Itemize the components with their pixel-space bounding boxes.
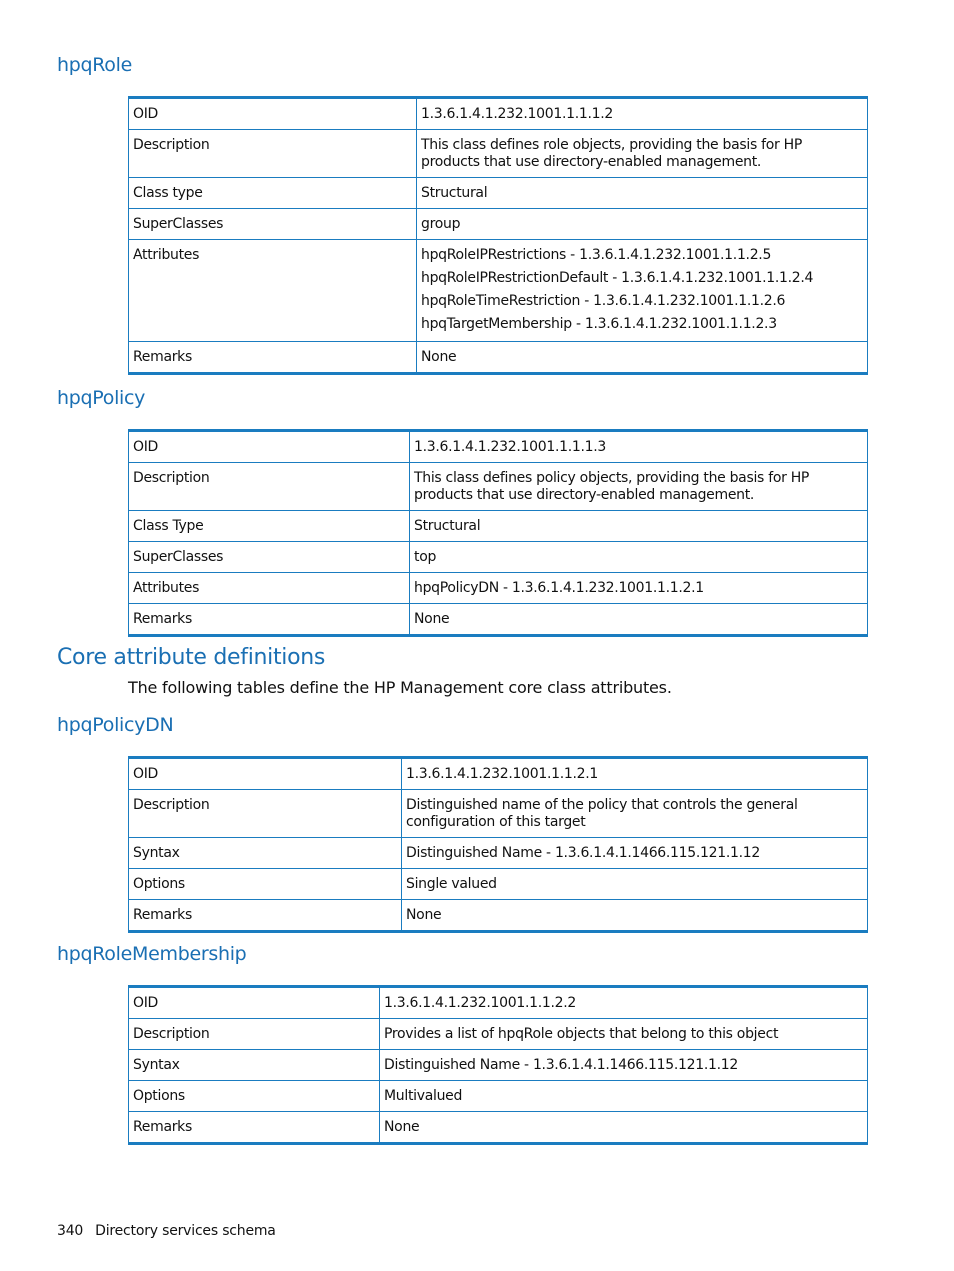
table-row [129,511,868,542]
row-value: Provides a list of hpqRole objects that belong to this object [380,1019,868,1050]
table-row [129,1019,868,1050]
table-row [129,463,868,511]
row-value: 1.3.6.1.4.1.232.1001.1.1.1.2 [417,98,868,130]
row-value: Structural [417,178,868,209]
row-key: Syntax [129,838,402,869]
attribute-entry: hpqRoleTimeRestriction - 1.3.6.1.4.1.232.1001.1.1.2.6 [421,293,786,309]
row-value: None [380,1112,868,1144]
row-key: Attributes [129,240,417,342]
row-key: OID [129,431,410,463]
table-hpqrole [128,96,868,375]
table-row [129,240,868,342]
intro-paragraph: The following tables define the HP Management core class attributes. [128,678,672,697]
table-row [129,838,868,869]
row-value: 1.3.6.1.4.1.232.1001.1.1.2.1 [402,758,868,790]
section-heading-hpqpolicy: hpqPolicy [57,387,146,409]
row-value: None [410,604,868,636]
attribute-entry: hpqTargetMembership - 1.3.6.1.4.1.232.1001.1.1.2.3 [421,316,777,332]
table-row [129,542,868,573]
row-value: Distinguished Name - 1.3.6.1.4.1.1466.115.121.1.12 [402,838,868,869]
attribute-entry: hpqRoleIPRestrictions - 1.3.6.1.4.1.232.1001.1.1.2.5 [421,247,772,263]
row-value: hpqPolicyDN - 1.3.6.1.4.1.232.1001.1.1.2.1 [410,573,868,604]
section-heading-hpqrolemembership: hpqRoleMembership [57,943,247,965]
row-value: Distinguished Name - 1.3.6.1.4.1.1466.115.121.1.12 [380,1050,868,1081]
table-row [129,1112,868,1144]
row-value: This class defines role objects, providing the basis for HP products that use directory-enabled management. [417,130,868,178]
row-value: Distinguished name of the policy that controls the general configuration of this target [402,790,868,838]
section-heading-hpqpolicydn: hpqPolicyDN [57,714,174,736]
row-key: OID [129,98,417,130]
row-value: This class defines policy objects, providing the basis for HP products that use directory-enabled management. [410,463,868,511]
row-key: OID [129,987,380,1019]
row-value: Single valued [402,869,868,900]
row-key: Options [129,1081,380,1112]
attribute-entry: hpqRoleIPRestrictionDefault - 1.3.6.1.4.1.232.1001.1.1.2.4 [421,270,814,286]
row-key: SuperClasses [129,542,410,573]
row-value: top [410,542,868,573]
page-footer [57,1223,276,1239]
row-value: 1.3.6.1.4.1.232.1001.1.1.1.3 [410,431,868,463]
table-row [129,900,868,932]
row-value-list [417,240,868,342]
table-row [129,431,868,463]
table-hpqpolicy [128,429,868,637]
table-row [129,130,868,178]
table-hpqpolicydn [128,756,868,933]
table-row [129,1081,868,1112]
row-value: None [417,342,868,374]
table-row [129,178,868,209]
row-value: group [417,209,868,240]
table-row [129,790,868,838]
row-key: Description [129,463,410,511]
table-row [129,342,868,374]
row-value: 1.3.6.1.4.1.232.1001.1.1.2.2 [380,987,868,1019]
table-hpqrolemembership [128,985,868,1145]
row-key: Class type [129,178,417,209]
row-value: Structural [410,511,868,542]
table-row [129,604,868,636]
page-number: 340 [57,1223,84,1239]
row-key: Class Type [129,511,410,542]
footer-section-title: Directory services schema [95,1223,276,1239]
table-row [129,209,868,240]
row-key: Options [129,869,402,900]
table-row [129,1050,868,1081]
row-key: Remarks [129,604,410,636]
row-key: SuperClasses [129,209,417,240]
table-row [129,573,868,604]
table-row [129,869,868,900]
row-key: Syntax [129,1050,380,1081]
row-key: Remarks [129,1112,380,1144]
row-key: Description [129,130,417,178]
section-heading-core-attributes: Core attribute definitions [57,645,326,670]
section-heading-hpqrole: hpqRole [57,54,133,76]
row-value: Multivalued [380,1081,868,1112]
row-key: Remarks [129,342,417,374]
table-row [129,987,868,1019]
row-key: Description [129,790,402,838]
row-key: Description [129,1019,380,1050]
table-row [129,758,868,790]
row-value: None [402,900,868,932]
row-key: Remarks [129,900,402,932]
row-key: Attributes [129,573,410,604]
table-row [129,98,868,130]
row-key: OID [129,758,402,790]
